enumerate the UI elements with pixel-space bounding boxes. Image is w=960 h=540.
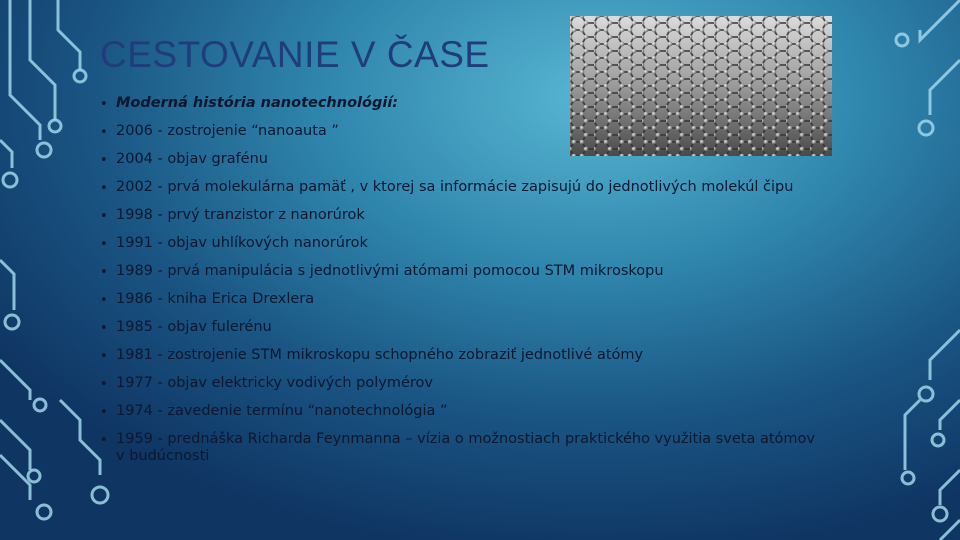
- bullet-icon: •: [100, 433, 108, 448]
- bullet-icon: •: [100, 125, 108, 140]
- list-item: • 2006 - zostrojenie “nanoauta ”: [100, 123, 339, 140]
- list-item: • 1989 - prvá manipulácia s jednotlivými atómami pomocou STM mikroskopu: [100, 263, 664, 280]
- bullet-icon: •: [100, 405, 108, 420]
- slide-title: CESTOVANIE V ČASE: [100, 34, 490, 75]
- bullet-icon: •: [100, 321, 108, 336]
- bullet-icon: •: [100, 377, 108, 392]
- bullet-icon: •: [100, 237, 108, 252]
- bullet-icon: •: [100, 181, 108, 196]
- list-item: • 1985 - objav fulerénu: [100, 319, 272, 336]
- bullet-icon: •: [100, 209, 108, 224]
- list-item: • 1986 - kniha Erica Drexlera: [100, 291, 315, 308]
- list-item: • 1981 - zostrojenie STM mikroskopu schopného zobraziť jednotlivé atómy: [100, 347, 644, 364]
- list-item: • 1977 - objav elektricky vodivých polymérov: [100, 375, 433, 392]
- list-item: • 1991 - objav uhlíkových nanorúrok: [100, 235, 368, 252]
- timeline-bullet-list: [100, 95, 820, 467]
- list-item: • 2004 - objav grafénu: [100, 151, 268, 168]
- list-item: • 1959 - prednáška Richarda Feynmanna – vízia o možnostiach praktického využitia sveta atómov v budúcnosti: [100, 431, 816, 464]
- list-item: • 1974 - zavedenie termínu “nanotechnológia ”: [100, 403, 448, 420]
- bullet-icon: •: [100, 153, 108, 168]
- list-item: • Moderná história nanotechnológií:: [100, 95, 399, 112]
- bullet-icon: •: [100, 349, 108, 364]
- list-item: • 2002 - prvá molekulárna pamäť , v ktorej sa informácie zapisujú do jednotlivých molekúl čipu: [100, 179, 794, 196]
- bullet-icon: •: [100, 97, 108, 112]
- list-item: • 1998 - prvý tranzistor z nanorúrok: [100, 207, 365, 224]
- bullet-icon: •: [100, 265, 108, 280]
- bullet-icon: •: [100, 293, 108, 308]
